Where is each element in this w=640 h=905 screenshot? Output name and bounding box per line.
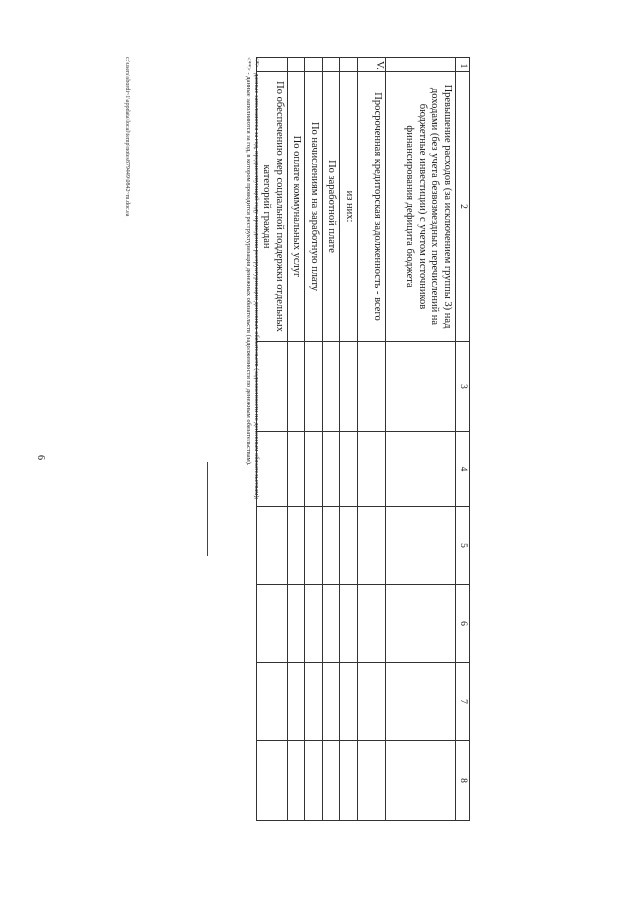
table-cell [358,585,386,663]
table-cell [358,507,386,585]
footnotes [244,57,260,847]
table-cell [386,507,456,585]
row-number [340,58,358,72]
row-number [386,58,456,72]
table-row [386,58,456,821]
table-cell [322,663,340,741]
row-number: V. [358,58,386,72]
table-cell [358,663,386,741]
table-cell [305,741,323,821]
table-cell [386,432,456,507]
row-label: По обеспечению мер социальной поддержки отдельных категорий граждан [257,72,287,342]
table-cell [305,432,323,507]
row-label: По оплате коммунальных услуг [287,72,305,342]
table-cell [386,342,456,432]
table-cell [386,663,456,741]
table-cell [287,741,305,821]
debt-table [256,57,470,821]
table-cell [340,663,358,741]
footnote-2: <**> - данные заполняются за год, в котором проводится реструктуризация денежных обязательств (задолженности по денежным обязательствам). [245,57,252,466]
table-cell [257,432,287,507]
row-number [287,58,305,72]
table-cell [322,432,340,507]
table-row [305,58,323,821]
row-label: По начислениям на заработную плату [305,72,323,342]
row-number [257,58,287,72]
table-cell [340,585,358,663]
table-cell [322,507,340,585]
table-cell [305,342,323,432]
table-row [257,58,287,821]
table-cell [257,741,287,821]
col-header-2: 2 [456,72,470,342]
table-cell [257,342,287,432]
table-cell [287,585,305,663]
row-label: Превышение расходов (за исключением группы 3) над доходами (без учета безвозмездных перечислений на бюджетные инвестиции) с учетом источников финансирования дефицита бюджета [386,72,456,342]
table-cell [322,585,340,663]
table-row [340,58,358,821]
col-header-5: 5 [456,507,470,585]
table-cell [386,585,456,663]
footnote-1: <*> - данные заполняются за год, предшествующий году проведения реструктуризации денежных обязательств (задолженности по денежным обязательствам); [253,57,260,500]
table-cell [322,741,340,821]
row-number [322,58,340,72]
table-header-row [456,58,470,821]
table-row [287,58,305,821]
col-header-6: 6 [456,585,470,663]
table-cell [257,585,287,663]
col-header-7: 7 [456,663,470,741]
table-cell [340,342,358,432]
table-cell [287,432,305,507]
row-label: Просроченная кредиторская задолженность - всего [358,72,386,342]
separator-line [207,462,208,556]
table-cell [322,342,340,432]
table-cell [358,342,386,432]
table-cell [287,663,305,741]
page-number: 6 [35,455,46,460]
table-cell [257,507,287,585]
table-cell [287,507,305,585]
row-label: По заработной плате [322,72,340,342]
rotated-page-content [100,57,470,847]
table-cell [358,741,386,821]
table-cell [305,585,323,663]
table-cell [305,663,323,741]
table-cell [386,741,456,821]
col-header-1: 1 [456,58,470,72]
col-header-4: 4 [456,432,470,507]
table-cell [340,432,358,507]
col-header-3: 3 [456,342,470,432]
table-cell [340,741,358,821]
table-cell [257,663,287,741]
table-cell [305,507,323,585]
row-label: из них: [340,72,358,342]
table-cell [358,432,386,507]
table-row [322,58,340,821]
col-header-8: 8 [456,741,470,821]
file-path: c:\users\sbordi~1\appdata\local\temp\notes879449\0842~m.doc.ea [124,57,130,217]
table-cell [287,342,305,432]
table-row [358,58,386,821]
row-number [305,58,323,72]
table-cell [340,507,358,585]
